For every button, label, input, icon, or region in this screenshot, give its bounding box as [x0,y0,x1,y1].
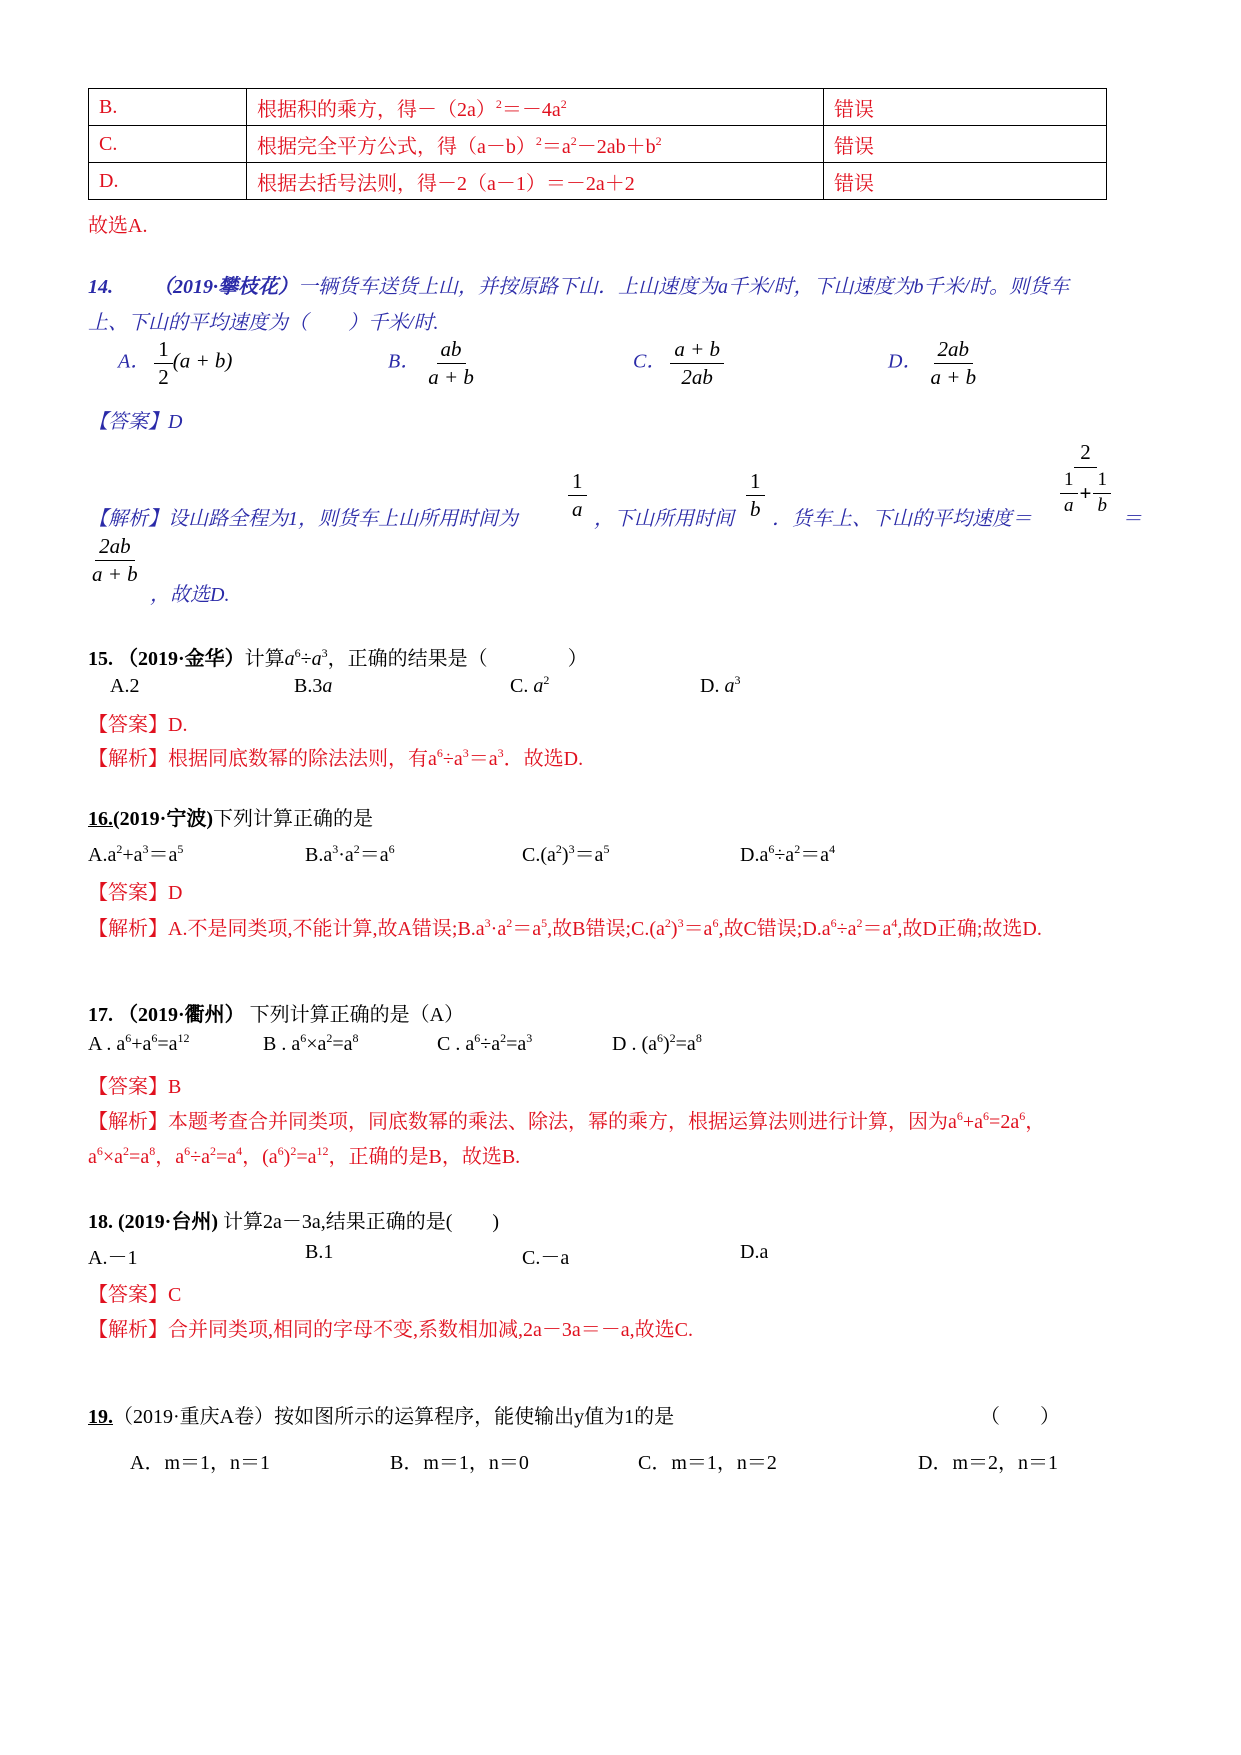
q16-option-c: $C.(a^2)^3=a^5$ [522,842,610,866]
q17-option-d: D . $(a^6)^2=a^8$ [612,1031,702,1055]
q18-stem: 18. (2019·台州) 计算2a－3a,结果正确的是( ) [88,1211,500,1233]
verdict-cell: 错误 [824,89,1107,126]
q18-option-d: D.a [740,1241,769,1263]
question-source: （2019·攀枝花） [153,276,298,298]
q15-answer: 【答案】D. [88,714,188,736]
fraction-1-over-b: $\frac{1}{b}$ [746,470,765,521]
question-stem: 一辆货车送货上山，并按原路下山．上山速度为a千米/时，下山速度为b千米/时。则货车 [298,276,1070,298]
q15-option-b: B.3a [294,675,333,697]
q18-option-a: A.－1 [88,1247,138,1269]
q18-answer: 【答案】C [88,1284,182,1306]
table-row [89,89,1107,126]
q16-option-b: $B.a^3\cdot a^2=a^6$ [305,842,395,866]
q14-result-fraction: $\frac{2ab}{a + b}$ [92,534,138,587]
q17-stem: 17. （2019·衢州） 下列计算正确的是（A） [88,1004,465,1026]
verdict-cell: 错误 [824,163,1107,200]
fraction: $\frac{1}{2}$ [154,338,173,389]
q15-analysis: 【解析】根据同底数幂的除法法则，有$a^6\div a^3=a^3$．故选D. [88,746,584,770]
q19-option-b: B．m＝1，n＝0 [390,1452,529,1474]
q14-answer: 【答案】D [88,411,183,433]
fraction: $\frac{ab}{a + b}$ [428,337,474,390]
q16-option-a: $A.a^2+a^3=a^5$ [88,842,184,866]
q14-option-c: C． $\frac{a + b}{2ab}$ [633,338,724,389]
reason-cell: 根据完全平方公式，得$(a-b)^2=a^2-2ab+b^2$ [247,126,824,163]
q14-option-d: D． $\frac{2ab}{a + b}$ [888,338,980,389]
q14-line2: 上、下山的平均速度为（ ）千米/时. [88,312,439,334]
fraction: $\frac{a + b}{2ab}$ [670,338,724,389]
q15-option-a: A.2 [110,675,140,697]
q14-option-a: A． $\frac{1}{2}$ (a + b) [118,337,233,390]
table-conclusion: 故选A. [88,215,148,237]
q19-answer-blank: （ ） [980,1406,1060,1428]
q16-answer: 【答案】D [88,882,183,904]
table-row [89,126,1107,163]
q19-option-a: A．m＝1，n＝1 [130,1452,270,1474]
q16-option-d: $D.a^6\div a^2=a^4$ [740,842,836,866]
q17-analysis-line2: $a^6\times a^2=a^8$，$a^6\div a^2=a^4$，$(a^6)^2=a^{12}$，正确的是B，故选B. [88,1144,521,1168]
answer-table [88,88,1107,200]
q14-line1 [88,270,1069,299]
q19-option-c: C．m＝1，n＝2 [638,1452,777,1474]
option-cell: D. [89,163,247,200]
complex-fraction: 2 $\frac{1}{a}$ + $\frac{1}{b}$ [1060,440,1111,517]
fraction: $\frac{2ab}{a + b}$ [930,337,977,390]
q16-analysis: 【解析】A.不是同类项,不能计算,故A错误$;B.a^3\cdot a^2=a^5$,故B错误$;C.(a^2)^3=a^6$,故C错误$;D.a^6\div a^2=a^4$,故D正确;故选D. [88,916,1042,940]
q17-option-c: C . $a^6\div a^2=a^3$ [437,1031,533,1055]
q14-option-b: B． $\frac{ab}{a + b}$ [388,338,478,389]
q15-stem: 15. （2019·金华）计算$a^6\div a^3$，正确的结果是（ ） [88,646,588,670]
option-cell: C. [89,126,247,163]
q14-analysis-text: 【解析】设山路全程为1，则货车上山所用时间为 [88,508,518,530]
fraction-1-over-a: $\frac{1}{a}$ [568,470,587,521]
q15-option-d: D. $a^3$ [700,673,741,697]
q17-option-b: B . $a^6\times a^2=a^8$ [263,1031,359,1055]
q18-analysis: 【解析】合并同类项,相同的字母不变,系数相加减,2a－3a＝－a,故选C. [88,1319,693,1341]
q19-option-d: D．m＝2，n＝1 [918,1452,1058,1474]
q16-stem: 16.(2019·宁波)下列计算正确的是 [88,808,373,830]
q18-option-b: B.1 [305,1241,334,1263]
q19-stem: 19.（2019·重庆A卷）按如图所示的运算程序，能使输出y值为1的是 [88,1406,675,1428]
table-row [89,163,1107,200]
q17-analysis-line1: 【解析】本题考查合并同类项，同底数幂的乘法、除法，幂的乘方，根据运算法则进行计算，因为$a^6+a^6=2a^6$， [88,1109,1046,1133]
q17-answer: 【答案】B [88,1076,182,1098]
q15-option-c: C. $a^2$ [510,673,550,697]
q18-option-c: C.－a [522,1247,570,1269]
question-number: 14. [88,276,113,298]
option-cell: B. [89,89,247,126]
verdict-cell: 错误 [824,126,1107,163]
q17-option-a: A . $a^6+a^6=a^{12}$ [88,1031,190,1055]
reason-cell: 根据积的乘方，得$-(2a)^2=-4a^2$ [247,89,824,126]
reason-cell: 根据去括号法则，得－2（a－1）＝－2a＋2 [247,163,824,200]
